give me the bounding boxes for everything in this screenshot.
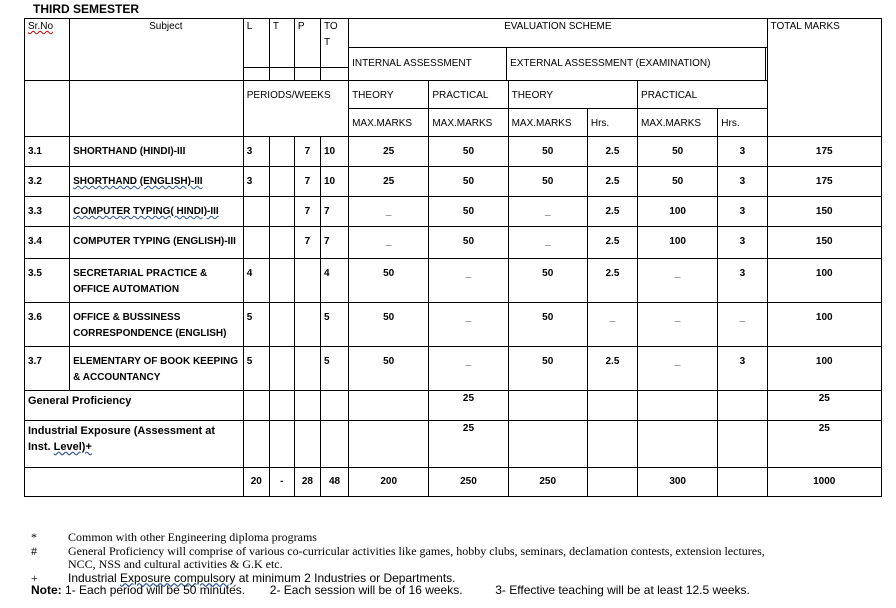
header-maxmarks: MAX.MARKS [429,109,508,137]
note-line: Note: 1- Each period will be 50 minutes. 2- Each session will be of 16 weeks. 3- Effective teaching will be at least 12.5 weeks. [31,583,750,597]
table-row: 3.6 OFFICE & BUSSINESS CORRESPONDENCE (ENGLISH) 5 5 50 _ 50 _ _ _ 100 [25,303,882,347]
header-srno: Sr.No [25,19,70,81]
header-ext-theory: THEORY [508,81,637,109]
header-maxmarks: MAX.MARKS [508,109,587,137]
table-row: 3.7 ELEMENTARY OF BOOK KEEPING & ACCOUNTANCY 5 5 50 _ 50 2.5 _ 3 100 [25,347,882,391]
industrial-exposure-row: Industrial Exposure (Assessment at Inst. Level)+ 25 25 [25,421,882,468]
table-row: 3.5 SECRETARIAL PRACTICE & OFFICE AUTOMATION 4 4 50 _ 50 2.5 _ 3 100 [25,259,882,303]
table-row: 3.1 SHORTHAND (HINDI)-III 3 7 10 25 50 50 2.5 50 3 175 [25,137,882,167]
header-l: L [243,19,269,68]
header-int-practical: PRACTICAL [429,81,508,109]
header-total-marks: TOTAL MARKS [767,19,881,137]
header-int-theory: THEORY [349,81,429,109]
table-row: 3.2 SHORTHAND (ENGLISH)-III 3 7 10 25 50 50 2.5 50 3 175 [25,167,882,197]
footnote-general-proficiency: # General Proficiency will comprise of various co-curricular activities like games, hobby clubs, seminars, declamation contests, extension lectures, NCC, NSS and cultural activities & G.K etc. [31,543,765,571]
header-tot: TO T [320,19,348,68]
header-maxmarks: MAX.MARKS [349,109,429,137]
page-title: THIRD SEMESTER [33,2,140,16]
header-evaluation-scheme: EVALUATION SCHEME INTERNAL ASSESSMENT EXTERNAL ASSESSMENT (EXAMINATION) [349,19,767,81]
table-row: 3.3 COMPUTER TYPING( HINDI)-III 7 7 _ 50 _ 2.5 100 3 150 [25,197,882,227]
header-subject: Subject [70,19,244,81]
general-proficiency-row: General Proficiency 25 25 [25,391,882,421]
totals-row: 20 - 28 48 200 250 250 300 1000 [25,468,882,497]
header-periods: PERIODS/WEEKS [243,81,348,137]
footnotes [31,531,891,585]
header-p: P [294,19,320,68]
table-row: 3.4 COMPUTER TYPING (ENGLISH)-III 7 7 _ 50 _ 2.5 100 3 150 [25,227,882,259]
header-hrs: Hrs. [587,109,637,137]
header-maxmarks: MAX.MARKS [638,109,718,137]
header-external: EXTERNAL ASSESSMENT (EXAMINATION) [507,48,766,80]
scheme-table [24,18,882,497]
header-internal: INTERNAL ASSESSMENT [349,48,507,80]
footnote-common: * Common with other Engineering diploma programs [31,530,317,544]
footnote-industrial-exposure: + Industrial Exposure compulsory at minimum 2 Industries or Departments. [31,570,456,585]
header-ext-practical: PRACTICAL [638,81,767,109]
header-t: T [269,19,294,68]
header-hrs: Hrs. [718,109,767,137]
